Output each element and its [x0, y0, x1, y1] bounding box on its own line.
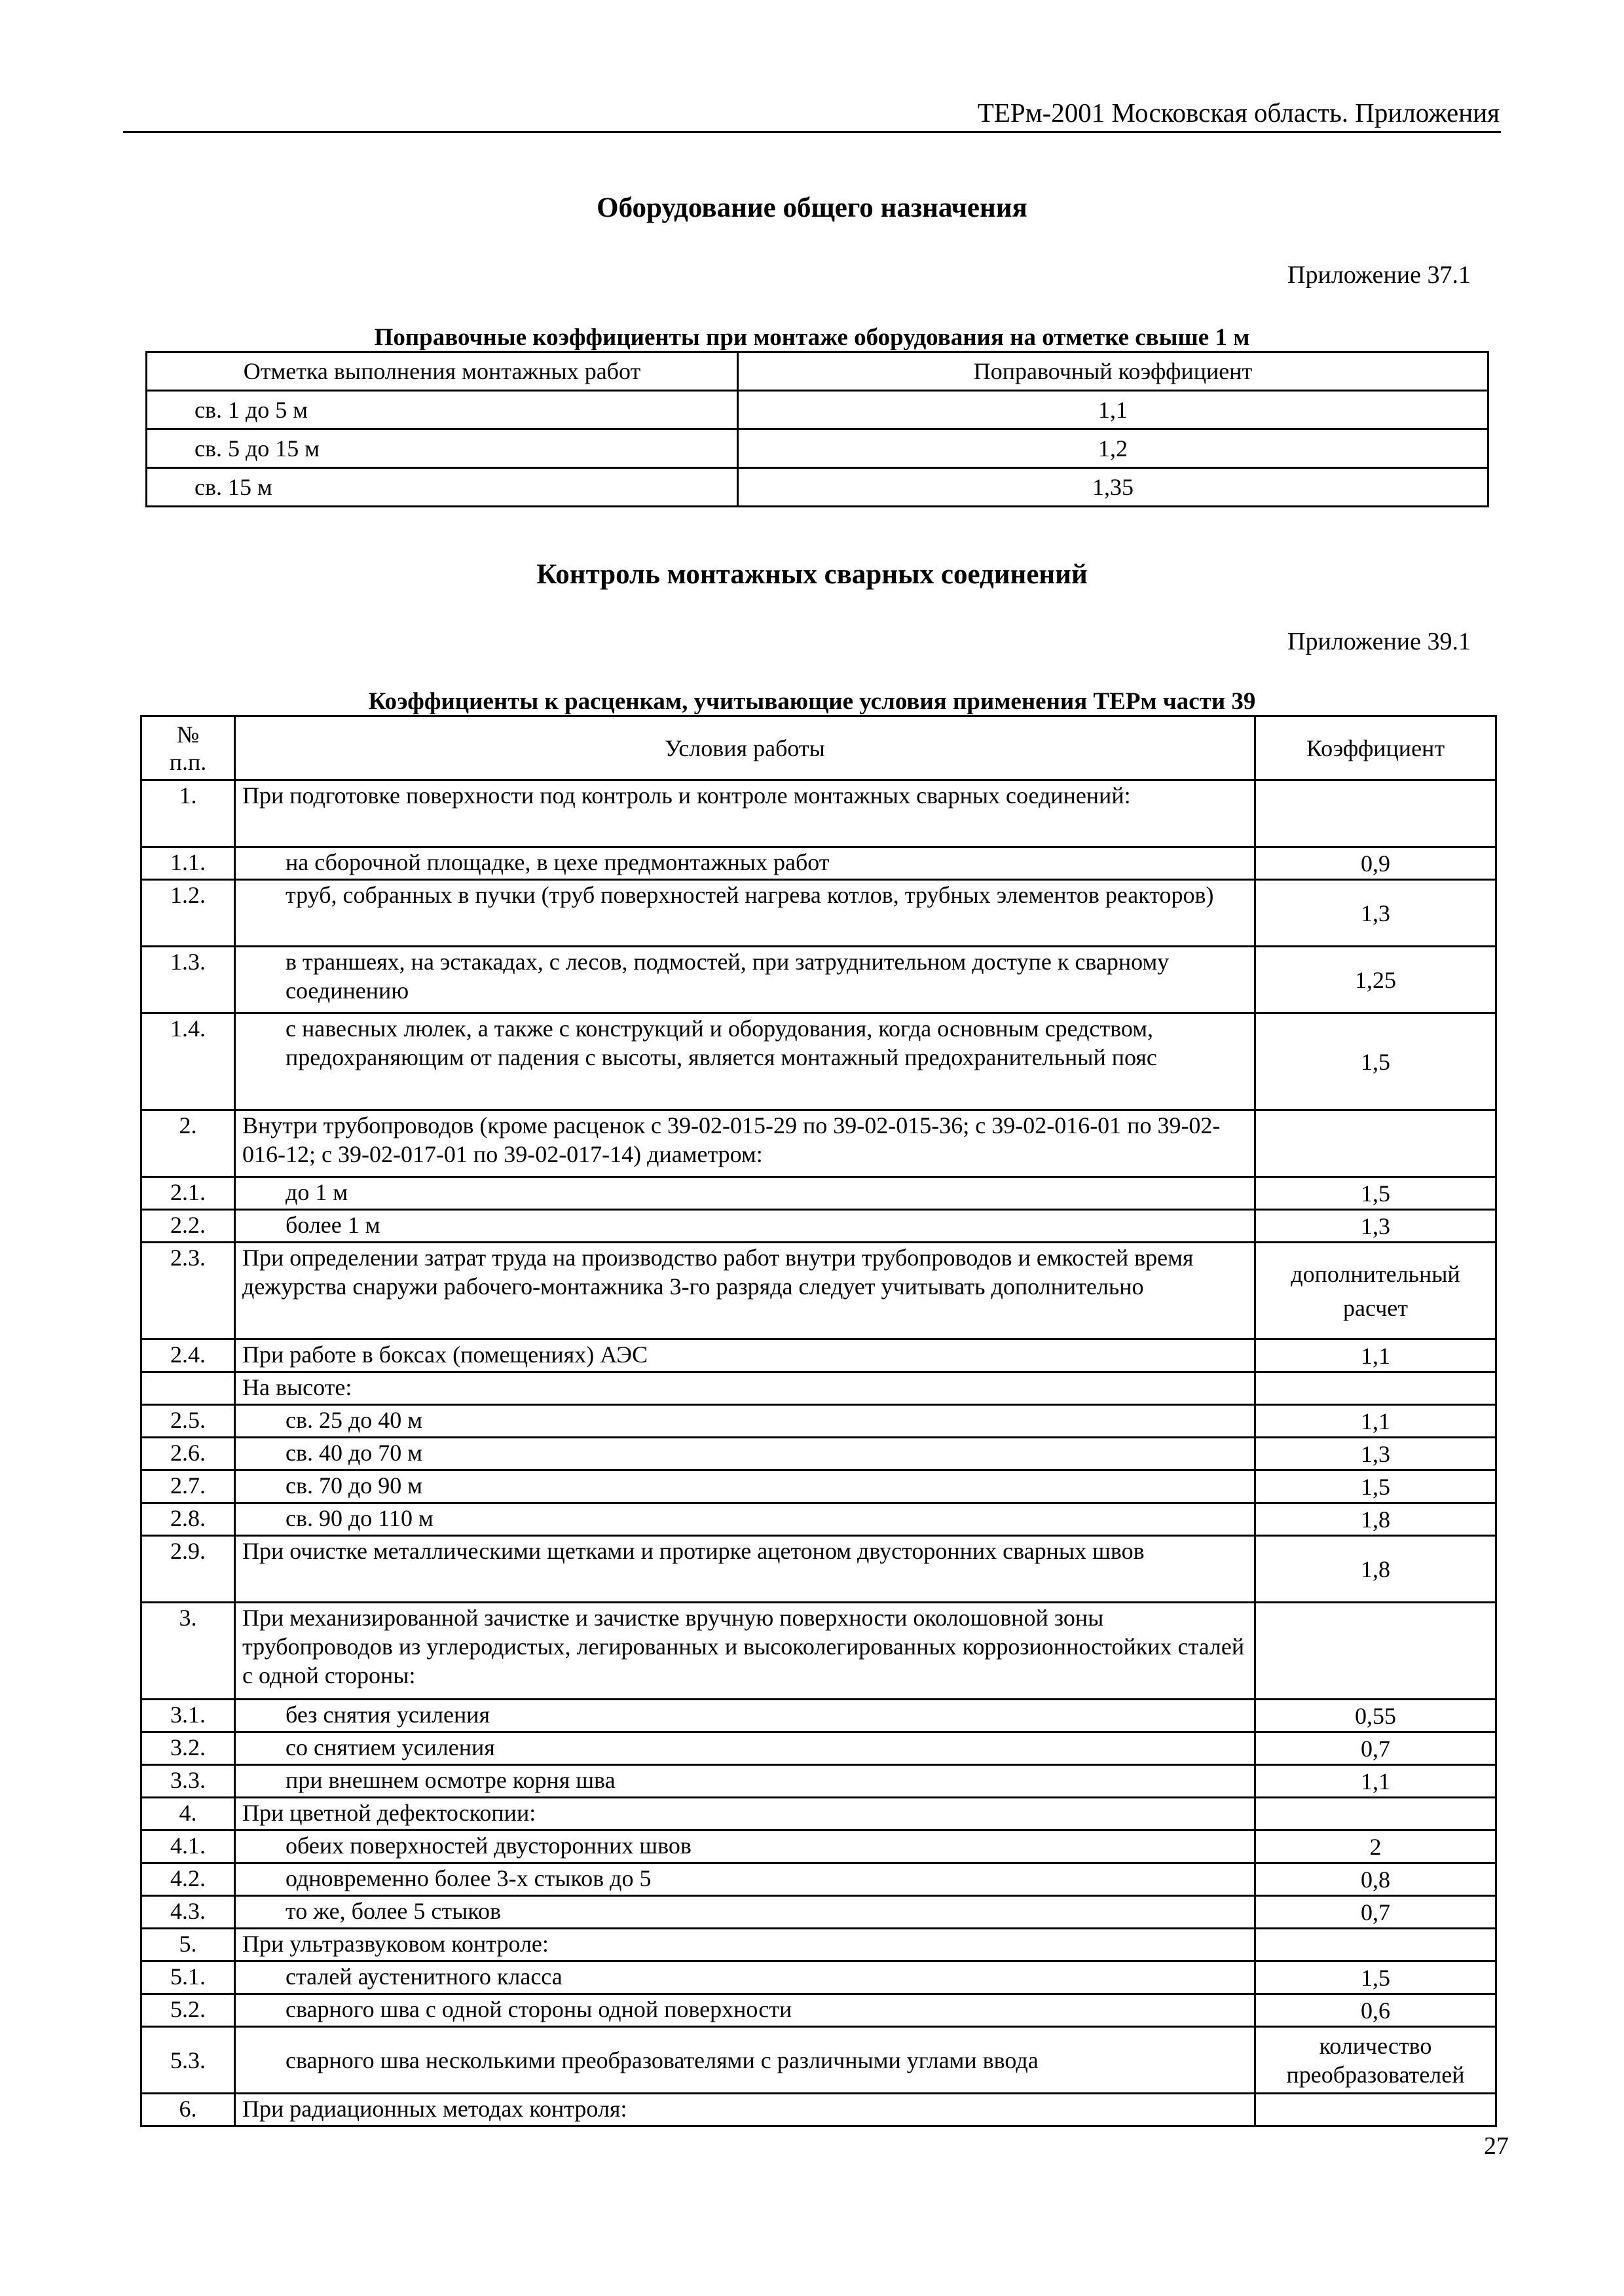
- cell-coefficient: 1,5: [1255, 1177, 1496, 1210]
- cell-number: 1.: [141, 780, 235, 847]
- cell-coefficient: 1,3: [1255, 1210, 1496, 1243]
- table-row: [141, 1177, 1496, 1210]
- table-row: [141, 880, 1496, 947]
- page-number: 27: [1484, 2132, 1509, 2160]
- table-caption-work-conditions: Коэффициенты к расценкам, учитывающие условия применения ТЕРм части 39: [368, 688, 1256, 715]
- cell-number: 6.: [141, 2094, 235, 2126]
- cell-coefficient: 1,3: [1255, 1438, 1496, 1470]
- cell-coefficient: 1,1: [738, 391, 1488, 429]
- height-coefficient-table: [145, 351, 1489, 507]
- cell-conditions: более 1 м: [235, 1210, 1255, 1243]
- cell-number: 1.4.: [141, 1013, 235, 1110]
- table-row: [141, 1503, 1496, 1536]
- cell-coefficient: 1,5: [1255, 1470, 1496, 1503]
- cell-coefficient: 1,8: [1255, 1503, 1496, 1536]
- cell-number: 1.2.: [141, 880, 235, 947]
- table-caption-height-coefficients: Поправочные коэффициенты при монтаже оборудования на отметке свыше 1 м: [374, 324, 1250, 351]
- cell-conditions: св. 70 до 90 м: [235, 1470, 1255, 1503]
- cell-conditions: сварного шва с одной стороны одной поверхности: [235, 1994, 1255, 2027]
- cell-mark: св. 5 до 15 м: [147, 429, 738, 468]
- cell-number: 5.3.: [141, 2027, 235, 2094]
- cell-conditions: со снятием усиления: [235, 1732, 1255, 1765]
- section-title-weld-control: Контроль монтажных сварных соединений: [536, 559, 1088, 590]
- cell-number: 4.3.: [141, 1896, 235, 1929]
- cell-conditions: При ультразвуковом контроле:: [235, 1929, 1255, 1961]
- cell-conditions: При цветной дефектоскопии:: [235, 1798, 1255, 1831]
- cell-coefficient: 0,6: [1255, 1994, 1496, 2027]
- table-row: [141, 847, 1496, 880]
- header-rule: [123, 131, 1501, 133]
- cell-conditions: при внешнем осмотре корня шва: [235, 1765, 1255, 1798]
- cell-number: 5.: [141, 1929, 235, 1961]
- cell-number: 1.3.: [141, 947, 235, 1013]
- table-row: [141, 1732, 1496, 1765]
- table-row: [141, 1700, 1496, 1732]
- cell-coefficient: [1255, 780, 1496, 847]
- appendix-ref-39-1: Приложение 39.1: [1287, 628, 1471, 655]
- table-row: [141, 1243, 1496, 1339]
- cell-conditions: св. 40 до 70 м: [235, 1438, 1255, 1470]
- cell-number: 2.8.: [141, 1503, 235, 1536]
- cell-coefficient: дополнительный расчет: [1255, 1243, 1496, 1339]
- cell-coefficient: 0,9: [1255, 847, 1496, 880]
- cell-coefficient: 0,8: [1255, 1863, 1496, 1896]
- cell-number: 3.1.: [141, 1700, 235, 1732]
- cell-coefficient: [1255, 1798, 1496, 1831]
- cell-coefficient: 1,1: [1255, 1405, 1496, 1438]
- cell-number: 5.2.: [141, 1994, 235, 2027]
- table-row: [141, 1470, 1496, 1503]
- cell-conditions: одновременно более 3-х стыков до 5: [235, 1863, 1255, 1896]
- cell-conditions: то же, более 5 стыков: [235, 1896, 1255, 1929]
- table-row: [141, 1013, 1496, 1110]
- column-header-number-abbrev: п.п.: [169, 748, 207, 775]
- cell-coefficient: [1255, 1372, 1496, 1405]
- cell-conditions: При механизированной зачистке и зачистке вручную поверхности околошовной зоны трубопроводов из углеродистых, легированных и высоколегированных коррозионностойких сталей с одной стороны:: [235, 1603, 1255, 1700]
- cell-conditions: При очистке металлическими щетками и протирке ацетоном двусторонних сварных швов: [235, 1536, 1255, 1603]
- cell-conditions: св. 25 до 40 м: [235, 1405, 1255, 1438]
- cell-coefficient: 0,55: [1255, 1700, 1496, 1732]
- cell-mark: св. 1 до 5 м: [147, 391, 738, 429]
- cell-conditions: На высоте:: [235, 1372, 1255, 1405]
- cell-number: 5.1.: [141, 1961, 235, 1994]
- cell-coefficient: [1255, 1110, 1496, 1177]
- cell-number: 2.7.: [141, 1470, 235, 1503]
- cell-number: 2.3.: [141, 1243, 235, 1339]
- table-row: [141, 1210, 1496, 1243]
- cell-number: 2.1.: [141, 1177, 235, 1210]
- cell-conditions: При работе в боксах (помещениях) АЭС: [235, 1339, 1255, 1372]
- cell-coefficient: 0,7: [1255, 1896, 1496, 1929]
- column-header-coefficient: Поправочный коэффициент: [738, 352, 1488, 391]
- table-row: [141, 1339, 1496, 1372]
- running-header: ТЕРм-2001 Московская область. Приложения: [977, 98, 1500, 128]
- cell-number: 3.3.: [141, 1765, 235, 1798]
- cell-number: 2.9.: [141, 1536, 235, 1603]
- work-conditions-table: [140, 715, 1497, 2127]
- cell-coefficient: 1,35: [738, 468, 1488, 507]
- cell-coefficient: 2: [1255, 1831, 1496, 1863]
- table-row: [147, 468, 1488, 507]
- cell-conditions: труб, собранных в пучки (труб поверхностей нагрева котлов, трубных элементов реакторов): [235, 880, 1255, 947]
- table-row: [141, 1994, 1496, 2027]
- cell-conditions: до 1 м: [235, 1177, 1255, 1210]
- cell-conditions: в траншеях, на эстакадах, с лесов, подмостей, при затруднительном доступе к сварному соединению: [235, 947, 1255, 1013]
- cell-number: 2.2.: [141, 1210, 235, 1243]
- cell-conditions: без снятия усиления: [235, 1700, 1255, 1732]
- table-header-row: [141, 716, 1496, 780]
- table-header-row: [147, 352, 1488, 391]
- cell-coefficient: [1255, 2094, 1496, 2126]
- table-row: [141, 1405, 1496, 1438]
- cell-number: 2.: [141, 1110, 235, 1177]
- cell-number: 1.1.: [141, 847, 235, 880]
- table-row: [141, 1438, 1496, 1470]
- table-row: [141, 1798, 1496, 1831]
- cell-conditions: При определении затрат труда на производство работ внутри трубопроводов и емкостей время дежурства снаружи рабочего-монтажника 3-го разряда следует учитывать дополнительно: [235, 1243, 1255, 1339]
- cell-coefficient: 0,7: [1255, 1732, 1496, 1765]
- table-row: [147, 429, 1488, 468]
- table-row: [141, 947, 1496, 1013]
- cell-conditions: сварного шва несколькими преобразователями с различными углами ввода: [235, 2027, 1255, 2094]
- cell-number: 2.6.: [141, 1438, 235, 1470]
- column-header-conditions: Условия работы: [235, 716, 1255, 780]
- cell-mark: св. 15 м: [147, 468, 738, 507]
- cell-conditions: св. 90 до 110 м: [235, 1503, 1255, 1536]
- cell-coefficient: 1,1: [1255, 1339, 1496, 1372]
- cell-conditions: с навесных люлек, а также с конструкций и оборудования, когда основным средством, предохраняющим от падения с высоты, является монтажный предохранительный пояс: [235, 1013, 1255, 1110]
- column-header-number: [141, 716, 235, 780]
- cell-number: 2.5.: [141, 1405, 235, 1438]
- cell-coefficient: [1255, 1929, 1496, 1961]
- cell-coefficient: 1,5: [1255, 1013, 1496, 1110]
- cell-number: 4.2.: [141, 1863, 235, 1896]
- cell-conditions: При радиационных методах контроля:: [235, 2094, 1255, 2126]
- table-row: [141, 1929, 1496, 1961]
- table-row: [141, 1961, 1496, 1994]
- cell-number: 4.1.: [141, 1831, 235, 1863]
- table-row: [141, 2027, 1496, 2094]
- cell-coefficient: 1,3: [1255, 880, 1496, 947]
- table-row: [141, 1372, 1496, 1405]
- table-row: [141, 1765, 1496, 1798]
- column-header-mark: Отметка выполнения монтажных работ: [147, 352, 738, 391]
- table-row: [141, 1863, 1496, 1896]
- appendix-ref-37-1: Приложение 37.1: [1287, 261, 1471, 289]
- cell-number: 2.4.: [141, 1339, 235, 1372]
- table-row: [141, 2094, 1496, 2126]
- cell-number: [141, 1372, 235, 1405]
- cell-coefficient: 1,25: [1255, 947, 1496, 1013]
- cell-conditions: При подготовке поверхности под контроль и контроле монтажных сварных соединений:: [235, 780, 1255, 847]
- cell-conditions: обеих поверхностей двусторонних швов: [235, 1831, 1255, 1863]
- cell-coefficient: [1255, 1603, 1496, 1700]
- cell-number: 3.: [141, 1603, 235, 1700]
- cell-coefficient: 1,8: [1255, 1536, 1496, 1603]
- cell-coefficient: количество преобразователей: [1255, 2027, 1496, 2094]
- table-row: [141, 1896, 1496, 1929]
- table-row: [147, 391, 1488, 429]
- section-title-equipment: Оборудование общего назначения: [597, 192, 1027, 223]
- table-row: [141, 1831, 1496, 1863]
- cell-number: 4.: [141, 1798, 235, 1831]
- table-row: [141, 780, 1496, 847]
- table-row: [141, 1536, 1496, 1603]
- column-header-number-symbol: №: [176, 721, 200, 748]
- cell-conditions: Внутри трубопроводов (кроме расценок с 39-02-015-29 по 39-02-015-36; с 39-02-016-01 по 39-02-016-12; с 39-02-017-01 по 39-02-017-14) диаметром:: [235, 1110, 1255, 1177]
- table-row: [141, 1110, 1496, 1177]
- cell-conditions: сталей аустенитного класса: [235, 1961, 1255, 1994]
- cell-number: 3.2.: [141, 1732, 235, 1765]
- table-row: [141, 1603, 1496, 1700]
- cell-coefficient: 1,1: [1255, 1765, 1496, 1798]
- column-header-coefficient: Коэффициент: [1255, 716, 1496, 780]
- cell-coefficient: 1,2: [738, 429, 1488, 468]
- cell-conditions: на сборочной площадке, в цехе предмонтажных работ: [235, 847, 1255, 880]
- cell-coefficient: 1,5: [1255, 1961, 1496, 1994]
